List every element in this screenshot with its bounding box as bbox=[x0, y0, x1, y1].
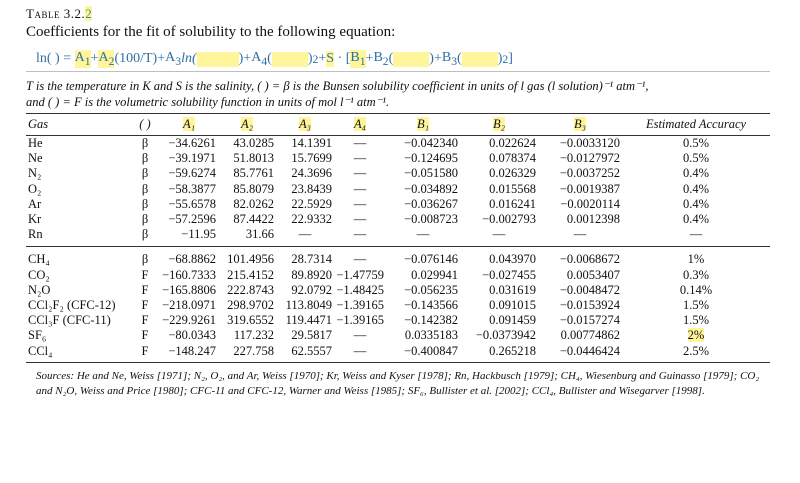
table-cell: 1.5% bbox=[682, 313, 710, 328]
table-cell: −34.6261 bbox=[168, 136, 216, 151]
table-cell: 82.0262 bbox=[233, 196, 274, 211]
table-cell: 0.091459 bbox=[489, 313, 536, 328]
table-cell: 1.5% bbox=[682, 297, 710, 312]
table-cell: β bbox=[141, 196, 149, 211]
table-cell: −0.042340 bbox=[404, 136, 458, 151]
table-cell: — bbox=[298, 227, 312, 242]
table-cell: 29.5817 bbox=[291, 328, 332, 343]
eq-ln: ln( bbox=[181, 51, 197, 66]
gas-name-cell: O₂ bbox=[28, 181, 42, 196]
table-cell: 319.6552 bbox=[227, 313, 274, 328]
table-row bbox=[26, 197, 770, 212]
table-cell: — bbox=[353, 136, 367, 151]
header-row bbox=[26, 114, 770, 136]
table-cell: — bbox=[353, 166, 367, 181]
table-cell: 0.015568 bbox=[489, 181, 536, 196]
table-row bbox=[26, 227, 770, 247]
table-cell: F bbox=[141, 328, 149, 343]
table-cell: −0.143566 bbox=[404, 297, 458, 312]
column-header: A₃ bbox=[299, 117, 311, 131]
column-header: Gas bbox=[28, 117, 49, 131]
table-cell: −1.39165 bbox=[336, 297, 384, 312]
table-cell: 222.8743 bbox=[227, 282, 274, 297]
gas-name-cell: N₂ bbox=[28, 166, 42, 181]
eq-salinity: S bbox=[326, 51, 335, 66]
table-cell: β bbox=[141, 151, 149, 166]
table-cell: −0.124695 bbox=[404, 151, 458, 166]
table-cell: −0.056235 bbox=[404, 282, 458, 297]
column-header: B₃ bbox=[574, 117, 586, 131]
table-cell: β bbox=[141, 227, 149, 242]
table-cell: 31.66 bbox=[245, 227, 274, 242]
table-cell: −80.0343 bbox=[168, 328, 216, 343]
eq-b3: $B_3$ bbox=[441, 50, 458, 68]
gas-name-cell: Rn bbox=[28, 227, 43, 242]
gas-name-cell: Kr bbox=[28, 212, 42, 227]
table-cell: −58.3877 bbox=[168, 181, 216, 196]
column-header: B₂ bbox=[493, 117, 505, 131]
column-header: Estimated Accuracy bbox=[645, 117, 747, 131]
table-cell: 1% bbox=[687, 252, 705, 267]
solubility-coefficients-table bbox=[26, 114, 770, 362]
column-header: ( ) bbox=[139, 117, 151, 131]
table-cell: 0.0335183 bbox=[404, 328, 458, 343]
eq-a1: $A_1$ bbox=[74, 50, 91, 68]
gas-name-cell: CO₂ bbox=[28, 267, 50, 282]
table-notes bbox=[26, 78, 770, 114]
table-cell: — bbox=[353, 212, 367, 227]
eq-blank-1 bbox=[197, 52, 239, 67]
table-cell: β bbox=[141, 212, 149, 227]
table-cell: −59.6274 bbox=[168, 166, 216, 181]
table-cell: 85.7761 bbox=[233, 166, 274, 181]
eq-a2: $A_2$ bbox=[98, 50, 115, 68]
eq-equals: = bbox=[63, 51, 72, 66]
table-cell: −160.7333 bbox=[162, 267, 216, 282]
eq-a3: $A_3$ bbox=[165, 50, 182, 68]
table-cell: −165.8806 bbox=[162, 282, 216, 297]
eq-blank-3 bbox=[393, 52, 429, 67]
table-cell: — bbox=[353, 196, 367, 211]
table-cell: −0.0037252 bbox=[559, 166, 620, 181]
table-sources: Sources: He and Ne, Weiss [1971]; N₂, O₂, and Ar, Weiss [1970]; Kr, Weiss and Kyser [1978]; Rn, Hackbusch [1979]; CH₄, Wiesenburg and Guinasso [1979]; CO₂ and N₂O, Weiss and Price [1980]; CFC-11 and CFC-12, Warner and Weiss [1985]; SF₆, Bullister et al. [2002]; CCl₄, Bullister and Wisegarver [1998]. bbox=[36, 369, 760, 397]
table-cell: 0.5% bbox=[682, 136, 710, 151]
table-cell: 0.0012398 bbox=[566, 212, 620, 227]
table-cell: F bbox=[141, 282, 149, 297]
table-cell: 92.0792 bbox=[291, 282, 332, 297]
table-cell: −0.0033120 bbox=[559, 136, 620, 151]
table-cell: −0.0068672 bbox=[559, 252, 620, 267]
noble-gases-group bbox=[26, 136, 770, 247]
table-label-prefix: Table 3.2. bbox=[26, 6, 86, 21]
column-header: A₁ bbox=[183, 117, 195, 131]
table-row bbox=[26, 343, 770, 361]
table-cell: β bbox=[141, 181, 149, 196]
table-cell: 14.1391 bbox=[291, 136, 332, 151]
table-cell: 0.3% bbox=[682, 267, 710, 282]
table-cell: — bbox=[416, 227, 430, 242]
table-cell: 0.043970 bbox=[489, 252, 536, 267]
table-cell: −0.027455 bbox=[482, 267, 536, 282]
table-cell: — bbox=[353, 328, 367, 343]
table-cell: 24.3696 bbox=[291, 166, 332, 181]
eq-b1: $B_1$ bbox=[350, 50, 366, 68]
column-header: A₂ bbox=[241, 117, 253, 131]
table-cell: −0.0127972 bbox=[559, 151, 620, 166]
table-cell: — bbox=[573, 227, 587, 242]
table-cell: — bbox=[353, 252, 367, 267]
table-cell: — bbox=[353, 343, 367, 358]
gas-name-cell: Ne bbox=[28, 151, 43, 166]
table-cell: 0.091015 bbox=[489, 297, 536, 312]
table-cell: 0.031619 bbox=[489, 282, 536, 297]
table-cell: −218.0971 bbox=[162, 297, 216, 312]
gas-name-cell: N₂O bbox=[28, 282, 51, 297]
table-cell: −68.8862 bbox=[168, 252, 216, 267]
note-line-1: T is the temperature in K and S is the salinity, ( ) = β is the Bunsen solubility coefficient in units of l gas (l solution)⁻¹ atm⁻¹, bbox=[26, 79, 649, 93]
table-row bbox=[26, 212, 770, 227]
table-cell: −0.051580 bbox=[404, 166, 458, 181]
table-cell: −0.002793 bbox=[482, 212, 536, 227]
table-cell: −0.400847 bbox=[404, 343, 458, 358]
table-cell: 0.026329 bbox=[489, 166, 536, 181]
gas-name-cell: Ar bbox=[28, 196, 42, 211]
table-cell: 22.9332 bbox=[291, 212, 332, 227]
note-line-2: and ( ) = F is the volumetric solubility function in units of mol l⁻¹ atm⁻¹. bbox=[26, 95, 390, 109]
table-cell: 87.4422 bbox=[233, 212, 274, 227]
table-cell: −0.036267 bbox=[404, 196, 458, 211]
table-cell: 89.8920 bbox=[291, 267, 332, 282]
table-cell: 62.5557 bbox=[291, 343, 332, 358]
eq-term2: (100/T)+ bbox=[114, 51, 166, 66]
table-cell: 0.0053407 bbox=[566, 267, 620, 282]
table-cell: −0.008723 bbox=[404, 212, 458, 227]
table-cell: 117.232 bbox=[233, 328, 274, 343]
table-cell: β bbox=[141, 166, 149, 181]
table-row bbox=[26, 328, 770, 343]
table-cell: −1.39165 bbox=[336, 313, 384, 328]
eq-blank-4 bbox=[462, 52, 498, 67]
table-cell: 2.5% bbox=[682, 343, 710, 358]
table-cell: 0.4% bbox=[682, 196, 710, 211]
table-cell: — bbox=[353, 181, 367, 196]
solubility-equation: ln( ) = $A_1$ + $A_2$ (100/T)+ $A_3$ ln( ) + $A_4$ ( ) 2 + S · [ $B_1$ + $B_2$ ( ) + $B_3$ ( ) 2 ] bbox=[26, 47, 770, 72]
gas-name-cell: CCl₃F (CFC-11) bbox=[28, 313, 111, 328]
table-cell: F bbox=[141, 343, 149, 358]
table-row bbox=[26, 283, 770, 298]
table-cell: 298.9702 bbox=[227, 297, 274, 312]
column-header: A₄ bbox=[354, 117, 366, 131]
table-cell: −0.142382 bbox=[404, 313, 458, 328]
table-label-number: 2 bbox=[85, 6, 93, 21]
table-cell: 85.8079 bbox=[233, 181, 274, 196]
table-cell: −57.2596 bbox=[168, 212, 216, 227]
table-cell: −0.076146 bbox=[404, 252, 458, 267]
table-cell: F bbox=[141, 267, 149, 282]
table-cell: 101.4956 bbox=[227, 252, 274, 267]
table-cell: −55.6578 bbox=[168, 196, 216, 211]
table-cell: −148.247 bbox=[168, 343, 216, 358]
table-cell: — bbox=[689, 227, 703, 242]
table-cell: 215.4152 bbox=[227, 267, 274, 282]
table-cell: 0.00774862 bbox=[560, 328, 620, 343]
table-row bbox=[26, 136, 770, 152]
table-cell: 0.4% bbox=[682, 166, 710, 181]
table-cell: 0.029941 bbox=[411, 267, 458, 282]
table-cell: 0.265218 bbox=[489, 343, 536, 358]
table-cell: 0.078374 bbox=[489, 151, 536, 166]
table-cell: −0.0373942 bbox=[475, 328, 536, 343]
eq-plus: + bbox=[90, 51, 99, 66]
table-cell: −0.034892 bbox=[404, 181, 458, 196]
table-cell: 2% bbox=[687, 328, 705, 343]
eq-b2: $B_2$ bbox=[373, 50, 389, 68]
table-cell: 0.4% bbox=[682, 181, 710, 196]
table-cell: −0.0020114 bbox=[560, 196, 620, 211]
table-cell: 0.5% bbox=[682, 151, 710, 166]
table-cell: 15.7699 bbox=[291, 151, 332, 166]
gas-name-cell: CCl₂F₂ (CFC-12) bbox=[28, 297, 116, 312]
table-cell: 22.5929 bbox=[291, 196, 332, 211]
table-cell: — bbox=[353, 151, 367, 166]
table-cell: 23.8439 bbox=[291, 181, 332, 196]
table-cell: −0.0157274 bbox=[559, 313, 620, 328]
table-cell: 0.4% bbox=[682, 212, 710, 227]
table-cell: 0.022624 bbox=[489, 136, 536, 151]
table-cell: F bbox=[141, 313, 149, 328]
gas-name-cell: CCl₄ bbox=[28, 343, 53, 358]
table-cell: 43.0285 bbox=[233, 136, 274, 151]
table-cell: −1.48425 bbox=[336, 282, 384, 297]
table-cell: — bbox=[492, 227, 506, 242]
table-cell: β bbox=[141, 252, 149, 267]
eq-blank-2 bbox=[272, 52, 308, 67]
table-cell: −0.0019387 bbox=[559, 181, 620, 196]
table-cell: −0.0446424 bbox=[559, 343, 620, 358]
table-cell: — bbox=[353, 227, 367, 242]
table-cell: −229.9261 bbox=[162, 313, 216, 328]
table-cell: 51.8013 bbox=[233, 151, 274, 166]
table-row bbox=[26, 182, 770, 197]
gas-name-cell: He bbox=[28, 136, 43, 151]
table-cell: 0.016241 bbox=[489, 196, 536, 211]
other-gases-group bbox=[26, 247, 770, 362]
table-page bbox=[26, 6, 770, 399]
table-cell: −39.1971 bbox=[168, 151, 216, 166]
eq-a4: $A_4$ bbox=[251, 50, 268, 68]
table-cell: F bbox=[141, 297, 149, 312]
table-cell: 28.7314 bbox=[291, 252, 332, 267]
table-bottom-rule bbox=[26, 362, 770, 363]
gas-name-cell: SF₆ bbox=[28, 328, 47, 343]
table-row bbox=[26, 166, 770, 181]
column-header: B₁ bbox=[417, 117, 429, 131]
table-cell: −11.95 bbox=[181, 227, 216, 242]
gas-name-cell: CH₄ bbox=[28, 252, 50, 267]
table-cell: 0.14% bbox=[679, 282, 713, 297]
table-row bbox=[26, 247, 770, 268]
table-cell: −0.0153924 bbox=[559, 297, 620, 312]
table-label bbox=[26, 6, 770, 22]
table-cell: −1.47759 bbox=[336, 267, 384, 282]
table-row bbox=[26, 268, 770, 283]
eq-lhs: ln( ) bbox=[36, 51, 60, 66]
table-row bbox=[26, 151, 770, 166]
table-cell: −0.0048472 bbox=[559, 282, 620, 297]
table-caption: Coefficients for the fit of solubility to the following equation: bbox=[26, 24, 396, 40]
table-cell: 113.8049 bbox=[285, 297, 332, 312]
table-row bbox=[26, 298, 770, 313]
table-cell: β bbox=[141, 136, 149, 151]
table-row bbox=[26, 313, 770, 328]
table-cell: 227.758 bbox=[233, 343, 274, 358]
table-cell: 119.4471 bbox=[285, 313, 332, 328]
